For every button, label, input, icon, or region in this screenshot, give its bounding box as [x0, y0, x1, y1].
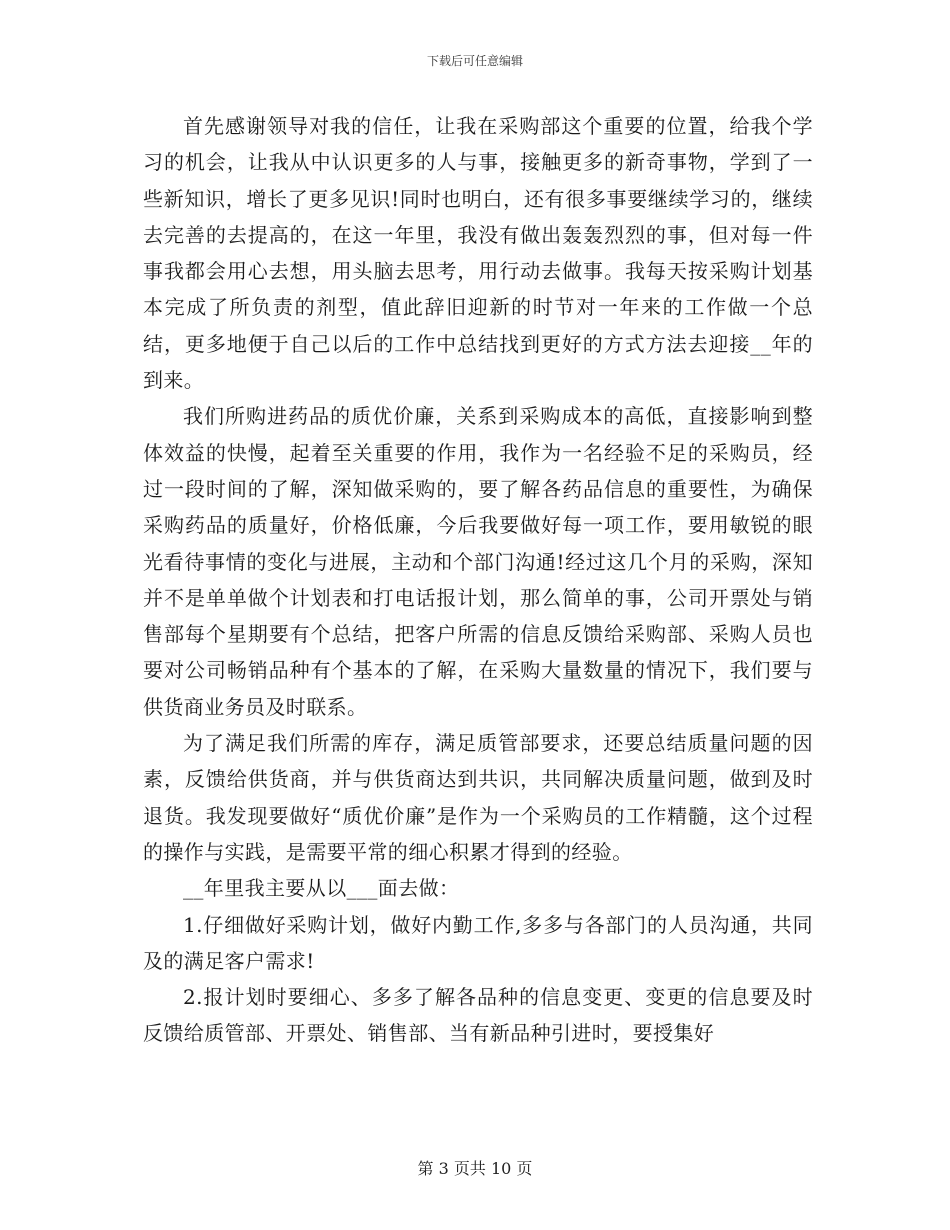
- list-item-1: 1.仔细做好采购计划，做好内勤工作,多多与各部门的人员沟通，共同及的满足客户需求!: [143, 912, 813, 973]
- page-number: 第 3 页共 10 页: [417, 1159, 533, 1178]
- paragraph-procurement-quality: 我们所购进药品的质优价廉，关系到采购成本的高低，直接影响到整体效益的快慢，起着至关重要的作用，我作为一名经验不足的采购员，经过一段时间的了解，深知做采购的，要了解各药品信息的重要性，为确保采购药品的质量好，价格低廉，今后我要做好每一项工作，要用敏锐的眼光看待事情的变化与进展，主动和个部门沟通!经过这几个月的采购，深知并不是单单做个计划表和打电话报计划，那么简单的事，公司开票处与销售部每个星期要有个总结，把客户所需的信息反馈给采购部、采购人员也要对公司畅销品种有个基本的了解，在采购大量数量的情况下，我们要与供货商业务员及时联系。: [143, 404, 813, 719]
- document-body: [143, 108, 813, 1052]
- page-header-note: 下载后可任意编辑: [426, 54, 523, 68]
- list-item-2: 2.报计划时要细心、多多了解各品种的信息变更、变更的信息要及时反馈给质管部、开票处、销售部、当有新品种引进时，要授集好: [143, 985, 813, 1046]
- paragraph-gratitude: 首先感谢领导对我的信任，让我在采购部这个重要的位置，给我个学习的机会，让我从中认识更多的人与事，接触更多的新奇事物，学到了一些新知识，增长了更多见识!同时也明白，还有很多事要继续学习的，继续去完善的去提高的，在这一年里，我没有做出轰轰烈烈的事，但对每一件事我都会用心去想，用头脑去思考，用行动去做事。我每天按采购计划基本完成了所负责的剂型，值此辞旧迎新的时节对一年来的工作做一个总结，更多地便于自己以后的工作中总结找到更好的方式方法去迎接__年的到来。: [143, 114, 813, 393]
- paragraph-inventory-quality: 为了满足我们所需的库存，满足质管部要求，还要总结质量问题的因素，反馈给供货商，并与供货商达到共识，共同解决质量问题，做到及时退货。我发现要做好“质优价廉”是作为一个采购员的工作精髓，这个过程的操作与实践，是需要平常的细心积累才得到的经验。: [143, 731, 813, 864]
- paragraph-plan-intro: __年里我主要从以___面去做：: [183, 876, 460, 901]
